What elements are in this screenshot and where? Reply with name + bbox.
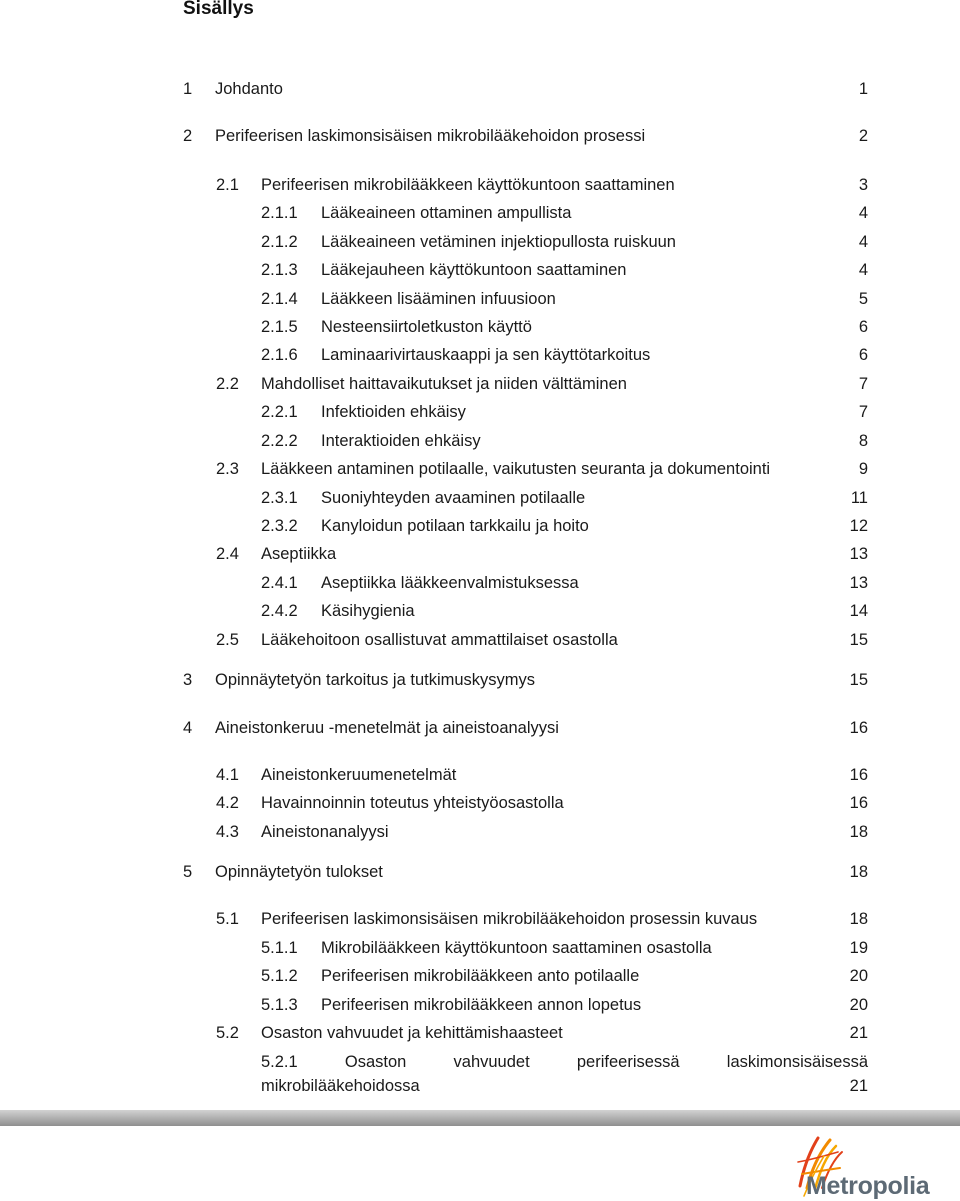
toc-entry-number: 1 xyxy=(183,80,193,98)
toc-entry-text: Aineistonkeruumenetelmät xyxy=(261,766,457,784)
toc-entry-number: 5.2.1 xyxy=(261,1053,298,1071)
toc-entry-2[interactable] xyxy=(183,124,868,148)
toc-entry-text: Infektioiden ehkäisy xyxy=(321,403,466,421)
toc-entry-number: 5.1.3 xyxy=(261,996,298,1014)
toc-entry-text: Nesteensiirtoletkuston käyttö xyxy=(321,318,532,336)
toc-entry-text: Opinnäytetyön tarkoitus ja tutkimuskysymys xyxy=(215,671,536,689)
toc-entry-line-1 xyxy=(261,1050,868,1074)
toc-title: Sisällys xyxy=(183,0,254,19)
toc-entry-number: 5 xyxy=(183,863,193,881)
toc-entry-page: 21 xyxy=(849,1077,868,1095)
toc-entry-page: 9 xyxy=(858,460,868,478)
toc-entry-page: 18 xyxy=(849,863,868,881)
toc-entry-number: 2 xyxy=(183,127,193,145)
toc-entry-word: Osaston xyxy=(344,1053,407,1071)
toc-entry-text: Perifeerisen mikrobilääkkeen annon lopetus xyxy=(321,996,642,1014)
toc-entry-number: 2.2.2 xyxy=(261,432,298,450)
toc-entry-page: 8 xyxy=(858,432,868,450)
toc-entry-text: Aseptiikka xyxy=(261,545,337,563)
toc-entry-page: 16 xyxy=(849,766,868,784)
toc-entry-5-2[interactable] xyxy=(216,1021,868,1045)
toc-entry-page: 6 xyxy=(858,318,868,336)
toc-entry-page: 19 xyxy=(849,939,868,957)
toc-entry-2-1-3[interactable] xyxy=(261,258,868,282)
toc-entry-4-2[interactable] xyxy=(216,791,868,815)
toc-entry-text: Käsihygienia xyxy=(321,602,415,620)
toc-entry-number: 2.1.1 xyxy=(261,204,298,222)
toc-entry-2-3-2[interactable] xyxy=(261,514,868,538)
toc-entry-number: 5.1.2 xyxy=(261,967,298,985)
toc-entry-page: 3 xyxy=(858,176,868,194)
toc-entry-text: Suoniyhteyden avaaminen potilaalle xyxy=(321,489,586,507)
toc-entry-text: Perifeerisen laskimonsisäisen mikrobilääkehoidon prosessin kuvaus xyxy=(261,910,758,928)
toc-entry-number: 5.2 xyxy=(216,1024,239,1042)
toc-entry-text: Kanyloidun potilaan tarkkailu ja hoito xyxy=(321,517,589,535)
toc-entry-text: Aineistonanalyysi xyxy=(261,823,389,841)
footer-bar xyxy=(0,1110,960,1126)
toc-entry-5-1-1[interactable] xyxy=(261,936,868,960)
toc-entry-page: 2 xyxy=(858,127,868,145)
toc-entry-text: Mahdolliset haittavaikutukset ja niiden välttäminen xyxy=(261,375,627,393)
toc-entry-4-3[interactable] xyxy=(216,820,868,844)
toc-entry-text: Lääkkeen lisääminen infuusioon xyxy=(321,290,556,308)
logo-text: Metropolia xyxy=(806,1172,930,1200)
toc-entry-number: 2.2 xyxy=(216,375,239,393)
toc-entry-number: 2.2.1 xyxy=(261,403,298,421)
toc-entry-number: 2.1.5 xyxy=(261,318,298,336)
toc-entry-5[interactable] xyxy=(183,860,868,884)
toc-entry-text: Lääkeaineen vetäminen injektiopullosta ruiskuun xyxy=(321,233,676,251)
toc-entry-2-1-6[interactable] xyxy=(261,343,868,367)
toc-entry-4-1[interactable] xyxy=(216,763,868,787)
toc-entry-page: 5 xyxy=(858,290,868,308)
toc-entry-page: 4 xyxy=(858,233,868,251)
toc-entry-number: 4 xyxy=(183,719,193,737)
toc-entry-page: 21 xyxy=(849,1024,868,1042)
toc-entry-page: 1 xyxy=(858,80,868,98)
toc-entry-2-2-1[interactable] xyxy=(261,400,868,424)
toc-entry-page: 15 xyxy=(849,631,868,649)
toc-entry-page: 15 xyxy=(849,671,868,689)
toc-entry-page: 18 xyxy=(849,910,868,928)
toc-entry-number: 2.3.1 xyxy=(261,489,298,507)
toc-entry-2-1-5[interactable] xyxy=(261,315,868,339)
toc-entry-number: 2.3.2 xyxy=(261,517,298,535)
toc-entry-number: 2.1 xyxy=(216,176,239,194)
toc-entry-page: 14 xyxy=(849,602,868,620)
toc-entry-page: 12 xyxy=(849,517,868,535)
toc-entry-2-3[interactable] xyxy=(216,457,868,481)
toc-entry-2-4-2[interactable] xyxy=(261,599,868,623)
toc-entry-text: Lääkkeen antaminen potilaalle, vaikutusten seuranta ja dokumentointi xyxy=(261,460,771,478)
toc-entry-page: 16 xyxy=(849,719,868,737)
toc-entry-text: Perifeerisen mikrobilääkkeen käyttökuntoon saattaminen xyxy=(261,176,675,194)
toc-entry-page: 4 xyxy=(858,204,868,222)
toc-entry-page: 7 xyxy=(858,375,868,393)
toc-entry-page: 13 xyxy=(849,574,868,592)
toc-entry-text: Perifeerisen laskimonsisäisen mikrobilääkehoidon prosessi xyxy=(215,127,646,145)
toc-entry-2-1-2[interactable] xyxy=(261,230,868,254)
toc-entry-page: 4 xyxy=(858,261,868,279)
toc-entry-text: Havainnoinnin toteutus yhteistyöosastolla xyxy=(261,794,564,812)
toc-entry-text: Johdanto xyxy=(215,80,283,98)
toc-entry-page: 20 xyxy=(849,996,868,1014)
toc-entry-number: 4.1 xyxy=(216,766,239,784)
toc-entry-2-1[interactable] xyxy=(216,173,868,197)
toc-entry-number: 2.1.3 xyxy=(261,261,298,279)
toc-entry-1[interactable] xyxy=(183,77,868,101)
toc-entry-2-2-2[interactable] xyxy=(261,429,868,453)
toc-entry-number: 5.1 xyxy=(216,910,239,928)
toc-entry-2-1-4[interactable] xyxy=(261,287,868,311)
toc-entry-text: mikrobilääkehoidossa xyxy=(261,1077,420,1095)
toc-entry-number: 4.3 xyxy=(216,823,239,841)
toc-entry-text: Laminaarivirtauskaappi ja sen käyttötarkoitus xyxy=(321,346,651,364)
toc-entry-text: Perifeerisen mikrobilääkkeen anto potilaalle xyxy=(321,967,640,985)
toc-entry-number: 2.1.6 xyxy=(261,346,298,364)
toc-entry-number: 5.1.1 xyxy=(261,939,298,957)
toc-entry-2-2[interactable] xyxy=(216,372,868,396)
toc-entry-4[interactable] xyxy=(183,716,868,740)
toc-entry-text: Lääkeaineen ottaminen ampullista xyxy=(321,204,572,222)
toc-entry-5-2-1[interactable] xyxy=(261,1050,868,1098)
toc-entry-word: perifeerisessä xyxy=(576,1053,680,1071)
toc-entry-number: 2.5 xyxy=(216,631,239,649)
toc-entry-5-1-3[interactable] xyxy=(261,993,868,1017)
toc-entry-text: Aseptiikka lääkkeenvalmistuksessa xyxy=(321,574,579,592)
toc-entry-number: 2.4.1 xyxy=(261,574,298,592)
toc-entry-word: laskimonsisäisessä xyxy=(726,1053,868,1071)
toc-entry-text: Opinnäytetyön tulokset xyxy=(215,863,383,881)
toc-entry-number: 2.1.4 xyxy=(261,290,298,308)
toc-entry-page: 16 xyxy=(849,794,868,812)
toc-entry-text: Lääkehoitoon osallistuvat ammattilaiset osastolla xyxy=(261,631,618,649)
toc-entry-text: Interaktioiden ehkäisy xyxy=(321,432,481,450)
toc-entry-text: Aineistonkeruu -menetelmät ja aineistoanalyysi xyxy=(215,719,559,737)
toc-entry-number: 2.4 xyxy=(216,545,239,563)
toc-entry-page: 18 xyxy=(849,823,868,841)
toc-entry-number: 2.1.2 xyxy=(261,233,298,251)
toc-entry-number: 3 xyxy=(183,671,193,689)
toc-entry-text: Osaston vahvuudet ja kehittämishaasteet xyxy=(261,1024,563,1042)
toc-entry-page: 7 xyxy=(858,403,868,421)
toc-entry-2-1-1[interactable] xyxy=(261,201,868,225)
toc-entry-5-1[interactable] xyxy=(216,907,868,931)
toc-entry-3[interactable] xyxy=(183,668,868,692)
toc-entry-number: 4.2 xyxy=(216,794,239,812)
toc-entry-word: vahvuudet xyxy=(453,1053,530,1071)
toc-entry-2-3-1[interactable] xyxy=(261,486,868,510)
toc-entry-text: Mikrobilääkkeen käyttökuntoon saattaminen osastolla xyxy=(321,939,712,957)
toc-entry-page: 6 xyxy=(858,346,868,364)
toc-entry-2-4[interactable] xyxy=(216,542,868,566)
toc-entry-5-1-2[interactable] xyxy=(261,964,868,988)
toc-entry-line-2 xyxy=(261,1074,868,1098)
toc-entry-2-5[interactable] xyxy=(216,628,868,652)
toc-entry-page: 20 xyxy=(849,967,868,985)
toc-entry-number: 2.3 xyxy=(216,460,239,478)
toc-entry-page: 13 xyxy=(849,545,868,563)
toc-entry-text: Lääkejauheen käyttökuntoon saattaminen xyxy=(321,261,627,279)
toc-entry-number: 2.4.2 xyxy=(261,602,298,620)
toc-entry-2-4-1[interactable] xyxy=(261,571,868,595)
toc-entry-page: 11 xyxy=(850,489,868,507)
